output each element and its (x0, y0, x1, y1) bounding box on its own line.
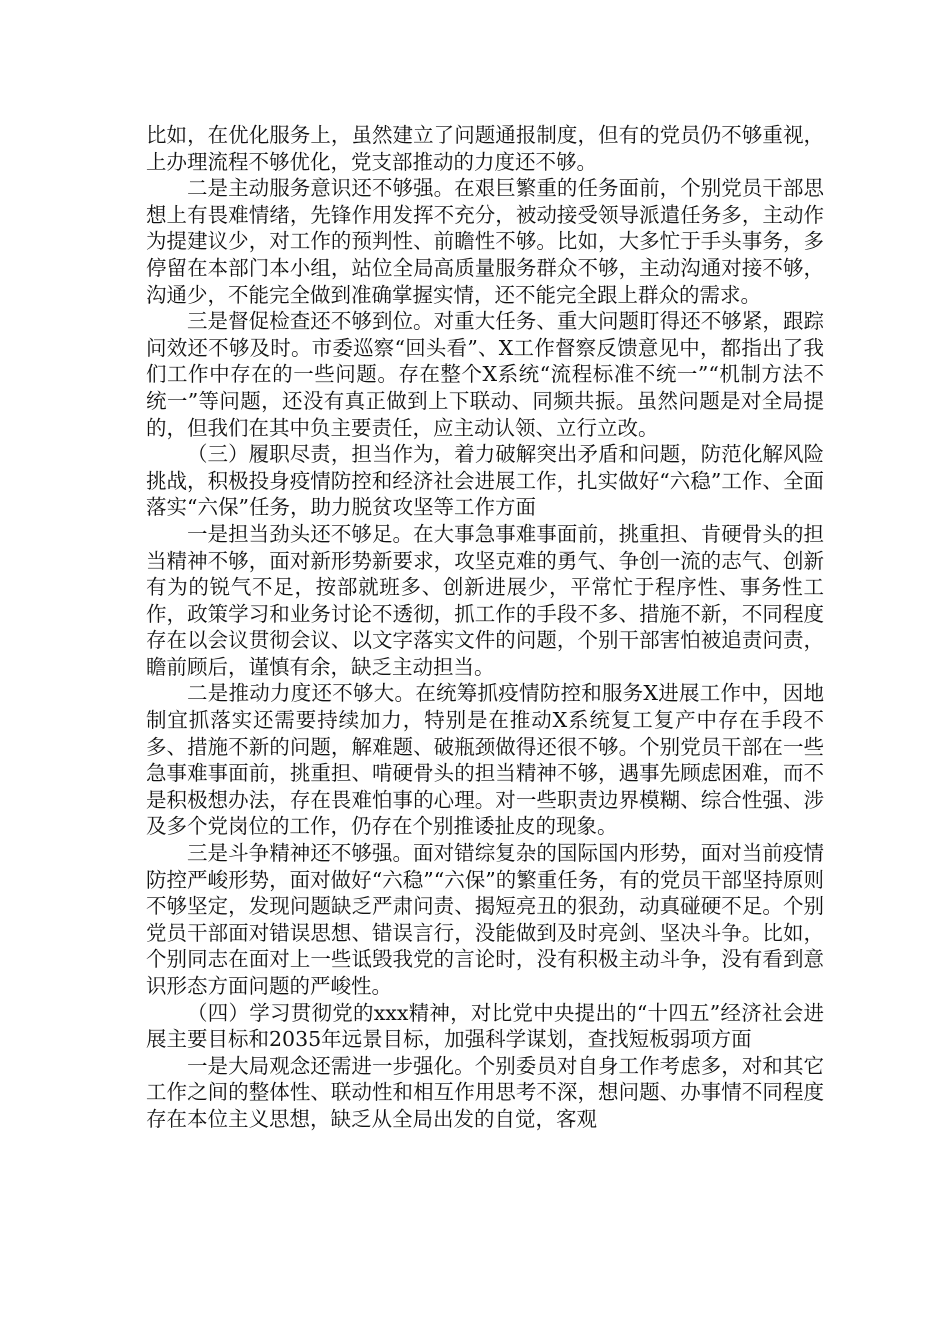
document-page (146, 122, 824, 1133)
paragraph-continuation: 比如，在优化服务上，虽然建立了问题通报制度，但有的党员仍不够重视，上办理流程不够优化，党支部推动的力度还不够。 (146, 123, 824, 174)
paragraph-service-awareness: 二是主动服务意识还不够强。在艰巨繁重的任务面前，个别党员干部思想上有畏难情绪，先锋作用发挥不充分，被动接受领导派遣任务多，主动作为提建议少，对工作的预判性、前瞻性不够。比如，大多忙于手头事务，多停留在本部门本小组，站位全局高质量服务群众不够，主动沟通对接不够，沟通少，不能完全做到准确掌握实情，还不能完全跟上群众的需求。 (146, 176, 824, 307)
paragraph-supervision: 三是督促检查还不够到位。对重大任务、重大问题盯得还不够紧，跟踪问效还不够及时。市委巡察“回头看”、X工作督察反馈意见中，都指出了我们工作中存在的一些问题。存在整个X系统“流程标准不统一”“机制方法不统一”等问题，还没有真正做到上下联动、同频共振。虽然问题是对全局提的，但我们在其中负主要责任，应主动认领、立行立改。 (146, 309, 824, 440)
paragraph-overall-view: 一是大局观念还需进一步强化。个别委员对自身工作考虑多，对和其它工作之间的整体性、联动性和相互作用思考不深，想问题、办事情不同程度存在本位主义思想，缺乏从全局出发的自觉，客观 (146, 1053, 824, 1131)
paragraph-promotion: 二是推动力度还不够大。在统筹抓疫情防控和服务X进展工作中，因地制宜抓落实还需要持续加力，特别是在推动X系统复工复产中存在手段不多、措施不新的问题，解难题、破瓶颈做得还很不够。个别党员干部在一些急事难事面前，挑重担、啃硬骨头的担当精神不够，遇事先顾虑困难，而不是积极想办法，存在畏难怕事的心理。对一些职责边界模糊、综合性强、涉及多个党岗位的工作，仍存在个别推诿扯皮的现象。 (146, 681, 824, 839)
paragraph-struggle-spirit: 三是斗争精神还不够强。面对错综复杂的国际国内形势，面对当前疫情防控严峻形势，面对做好“六稳”“六保”的繁重任务，有的党员干部坚持原则不够坚定，发现问题缺乏严肃问责、揭短亮丑的狠劲，动真碰硬不足。个别党员干部面对错误思想、错误言行，没能做到及时亮剑、坚决斗争。比如，个别同志在面对上一些诋毁我党的言论时，没有积极主动斗争，没有看到意识形态方面问题的严峻性。 (146, 841, 824, 998)
paragraph-responsibility: 一是担当劲头还不够足。在大事急事难事面前，挑重担、肯硬骨头的担当精神不够，面对新形势新要求，攻坚克难的勇气、争创一流的志气、创新有为的锐气不足，按部就班多、创新进展少，平常忙于程序性、事务性工作，政策学习和业务讨论不透彻，抓工作的手段不多、措施不新，不同程度存在以会议贯彻会议、以文字落实文件的问题，个别干部害怕被追责问责，瞻前顾后，谨慎有余，缺乏主动担当。 (146, 521, 824, 679)
section-heading-4: （四）学习贯彻党的xxx精神，对比党中央提出的“十四五”经济社会进展主要目标和2035年远景目标，加强科学谋划，查找短板弱项方面 (146, 1000, 824, 1052)
section-heading-3: （三）履职尽责，担当作为，着力破解突出矛盾和问题，防范化解风险挑战，积极投身疫情防控和经济社会进展工作，扎实做好“六稳”工作、全面落实“六保”任务，助力脱贫攻坚等工作方面 (146, 442, 824, 520)
